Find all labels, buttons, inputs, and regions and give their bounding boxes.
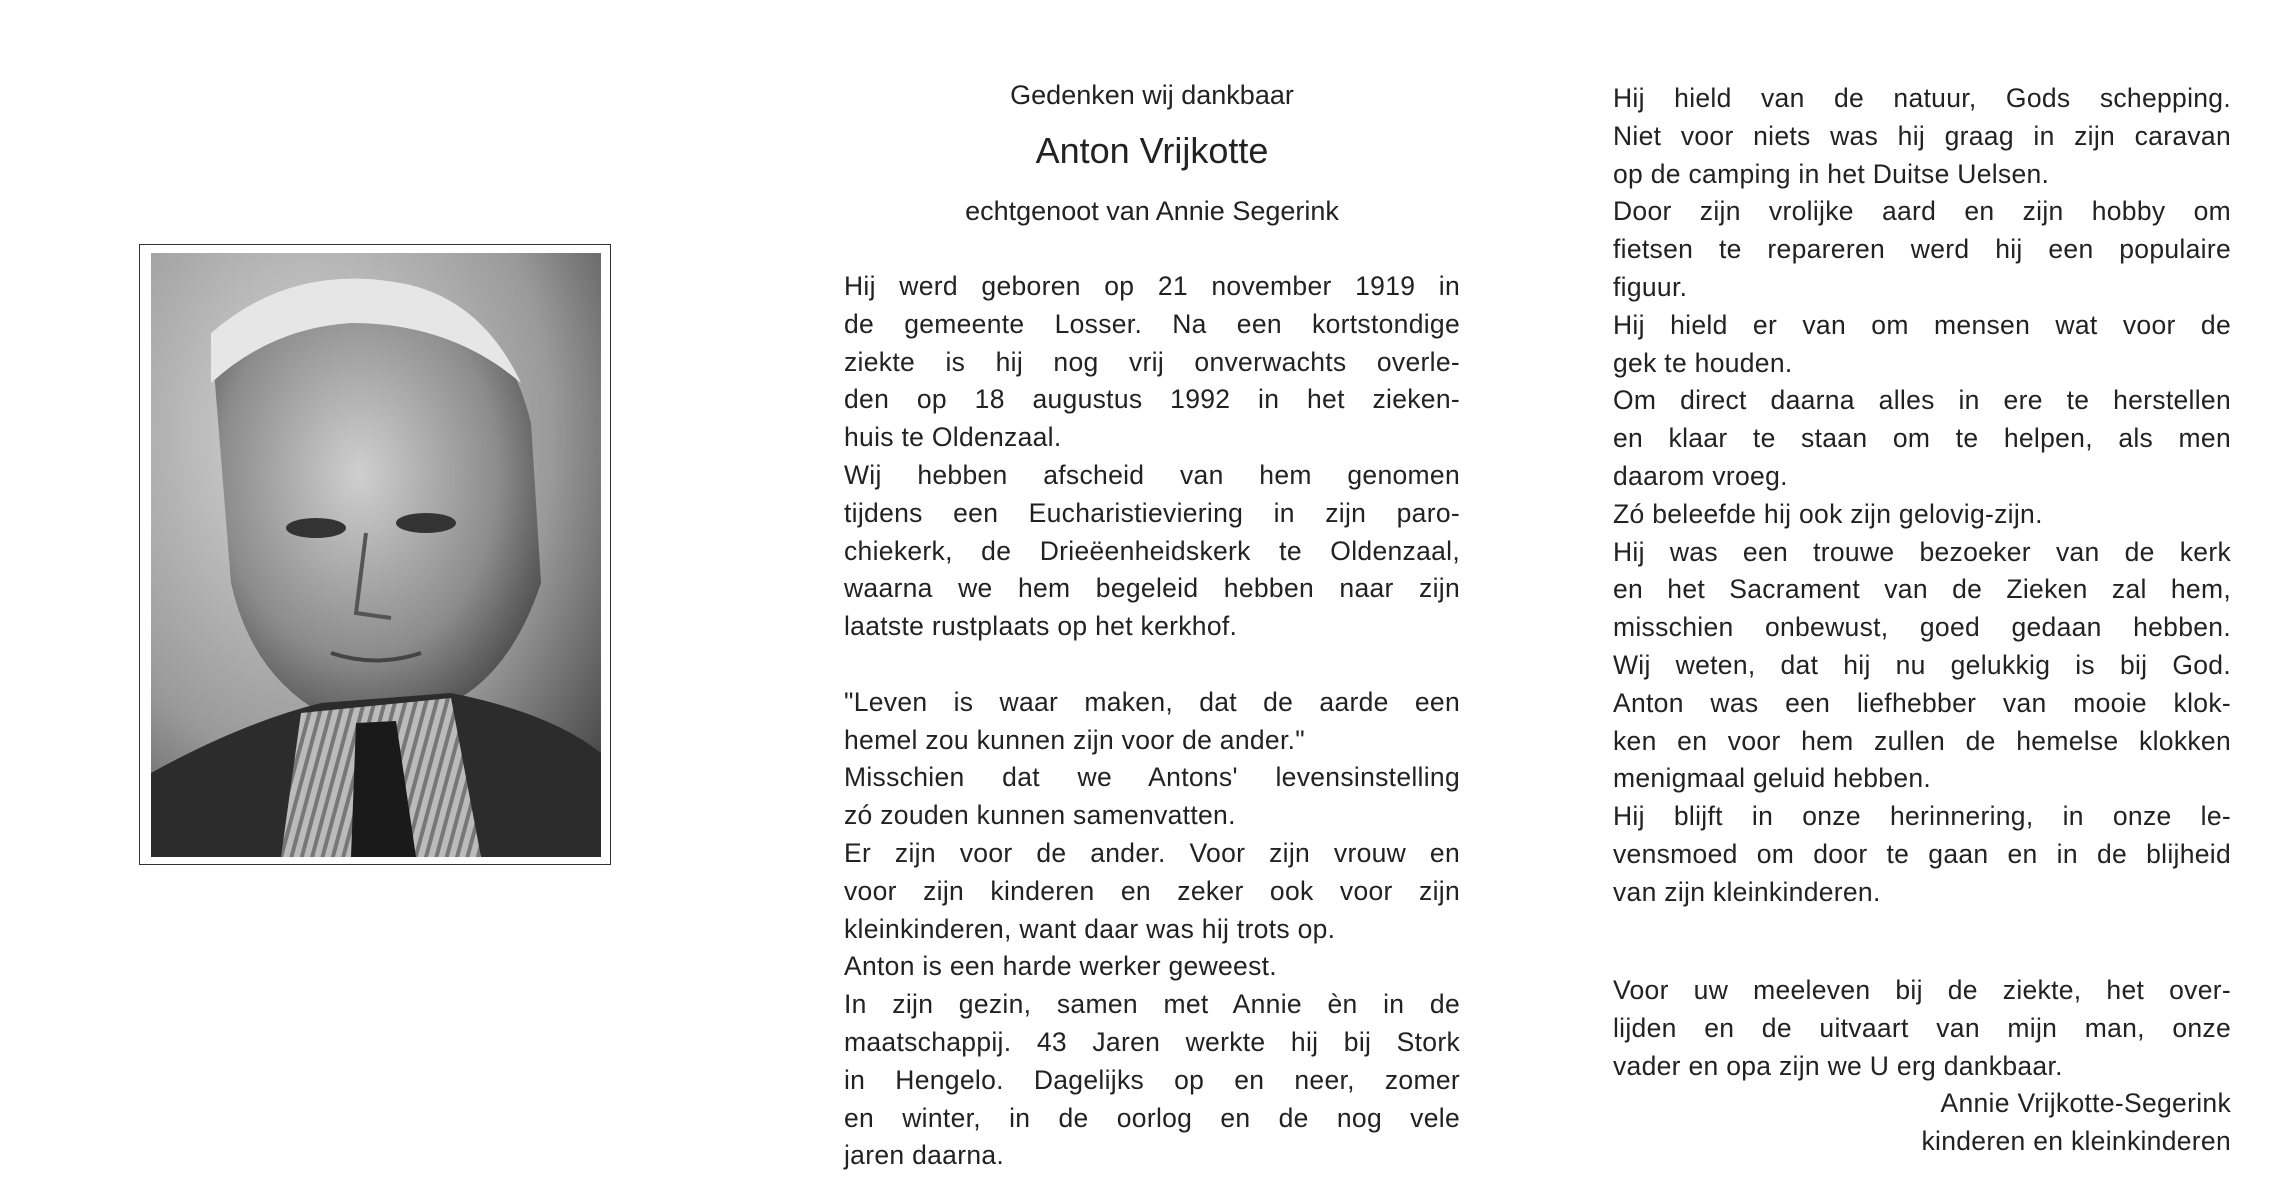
text-line: hemel zou kunnen zijn voor de ander." xyxy=(844,724,1305,755)
text-line: jaren daarna. xyxy=(844,1140,1005,1171)
text-line: In zijn gezin, samen met Annie èn in de xyxy=(844,989,1460,1020)
text-line: ken en voor hem zullen de hemelse klokken xyxy=(1613,725,2231,756)
text-line: Anton is een harde werker geweest. xyxy=(844,951,1277,982)
text-line: Hij werd geboren op 21 november 1919 in xyxy=(844,271,1460,301)
text-line: Er zijn voor de ander. Voor zijn vrouw en xyxy=(844,837,1460,868)
deceased-name: Anton Vrijkotte xyxy=(1035,130,1269,171)
text-line: lijden en de uitvaart van mijn man, onze xyxy=(1613,1012,2231,1043)
text-line: en winter, in de oorlog en de nog vele xyxy=(844,1102,1460,1133)
text-line: Voor uw meeleven bij de ziekte, het over- xyxy=(1613,975,2231,1005)
text-line: Hij hield er van om mensen wat voor de xyxy=(1613,309,2231,340)
text-line: Door zijn vrolijke aard en zijn hobby om xyxy=(1613,196,2231,227)
text-line: maatschappij. 43 Jaren werkte hij bij Stork xyxy=(844,1026,1460,1057)
text-line: de gemeente Losser. Na een kortstondige xyxy=(844,308,1460,339)
text-line: menigmaal geluid hebben. xyxy=(1613,763,1932,794)
text-line: van zijn kleinkinderen. xyxy=(1613,876,1881,907)
text-line: en het Sacrament van de Zieken zal hem, xyxy=(1613,574,2231,605)
text-line: figuur. xyxy=(1613,271,1688,302)
text-line: Wij hebben afscheid van hem genomen xyxy=(844,459,1460,490)
text-line xyxy=(844,646,1460,684)
text-line: misschien onbewust, goed gedaan hebben. xyxy=(1613,612,2231,643)
text-line: op de camping in het Duitse Uelsen. xyxy=(1613,158,2050,189)
text-line: chiekerk, de Drieëenheidskerk te Oldenzaal, xyxy=(844,535,1460,566)
text-line: Hij hield van de natuur, Gods schepping. xyxy=(1613,83,2231,113)
text-line: Wij weten, dat hij nu gelukkig is bij God. xyxy=(1613,649,2231,680)
text-line: in Hengelo. Dagelijks op en neer, zomer xyxy=(844,1064,1460,1095)
thanks-note xyxy=(1613,972,2231,1161)
text-line: Misschien dat we Antons' levensinstelling xyxy=(844,762,1460,793)
text-line: huis te Oldenzaal. xyxy=(844,422,1062,453)
text-line: Zó beleefde hij ook zijn gelovig-zijn. xyxy=(1613,498,2043,529)
text-line: voor zijn kinderen en zeker ook voor zijn xyxy=(844,875,1460,906)
text-line: vader en opa zijn we U erg dankbaar. xyxy=(1613,1050,2063,1081)
text-line: tijdens een Eucharistieviering in zijn paro- xyxy=(844,497,1460,528)
text-line: waarna we hem begeleid hebben naar zijn xyxy=(844,573,1460,604)
text-line: Om direct daarna alles in ere te herstellen xyxy=(1613,385,2231,416)
spouse-line: echtgenoot van Annie Segerink xyxy=(965,196,1339,226)
intro-line: Gedenken wij dankbaar xyxy=(1010,80,1294,110)
text-line: en klaar te staan om te helpen, als men xyxy=(1613,423,2231,454)
text-line: Anton was een liefhebber van mooie klok- xyxy=(1613,687,2231,718)
text-line: gek te houden. xyxy=(1613,347,1793,378)
text-line: Niet voor niets was hij graag in zijn caravan xyxy=(1613,120,2231,151)
biography-column xyxy=(844,268,1460,1175)
text-line: den op 18 augustus 1992 in het zieken- xyxy=(844,384,1460,415)
portrait-photo xyxy=(151,253,601,857)
text-line: Hij was een trouwe bezoeker van de kerk xyxy=(1613,536,2231,567)
portrait-photo-frame xyxy=(139,244,611,865)
text-line: daarom vroeg. xyxy=(1613,460,1788,491)
signature-line: Annie Vrijkotte-Segerink xyxy=(1940,1088,2231,1119)
text-line: ziekte is hij nog vrij onverwachts overle- xyxy=(844,346,1460,377)
signature-line: kinderen en kleinkinderen xyxy=(1921,1126,2231,1157)
text-line: vensmoed om door te gaan en in de blijheid xyxy=(1613,838,2231,869)
text-line: "Leven is waar maken, dat de aarde een xyxy=(844,686,1460,717)
text-line: fietsen te repareren werd hij een populaire xyxy=(1613,234,2231,265)
character-column xyxy=(1613,80,2231,912)
text-line: zó zouden kunnen samenvatten. xyxy=(844,800,1236,831)
text-line: kleinkinderen, want daar was hij trots op. xyxy=(844,913,1336,944)
text-line: Hij blijft in onze herinnering, in onze le- xyxy=(1613,801,2231,832)
text-line: laatste rustplaats op het kerkhof. xyxy=(844,611,1238,642)
